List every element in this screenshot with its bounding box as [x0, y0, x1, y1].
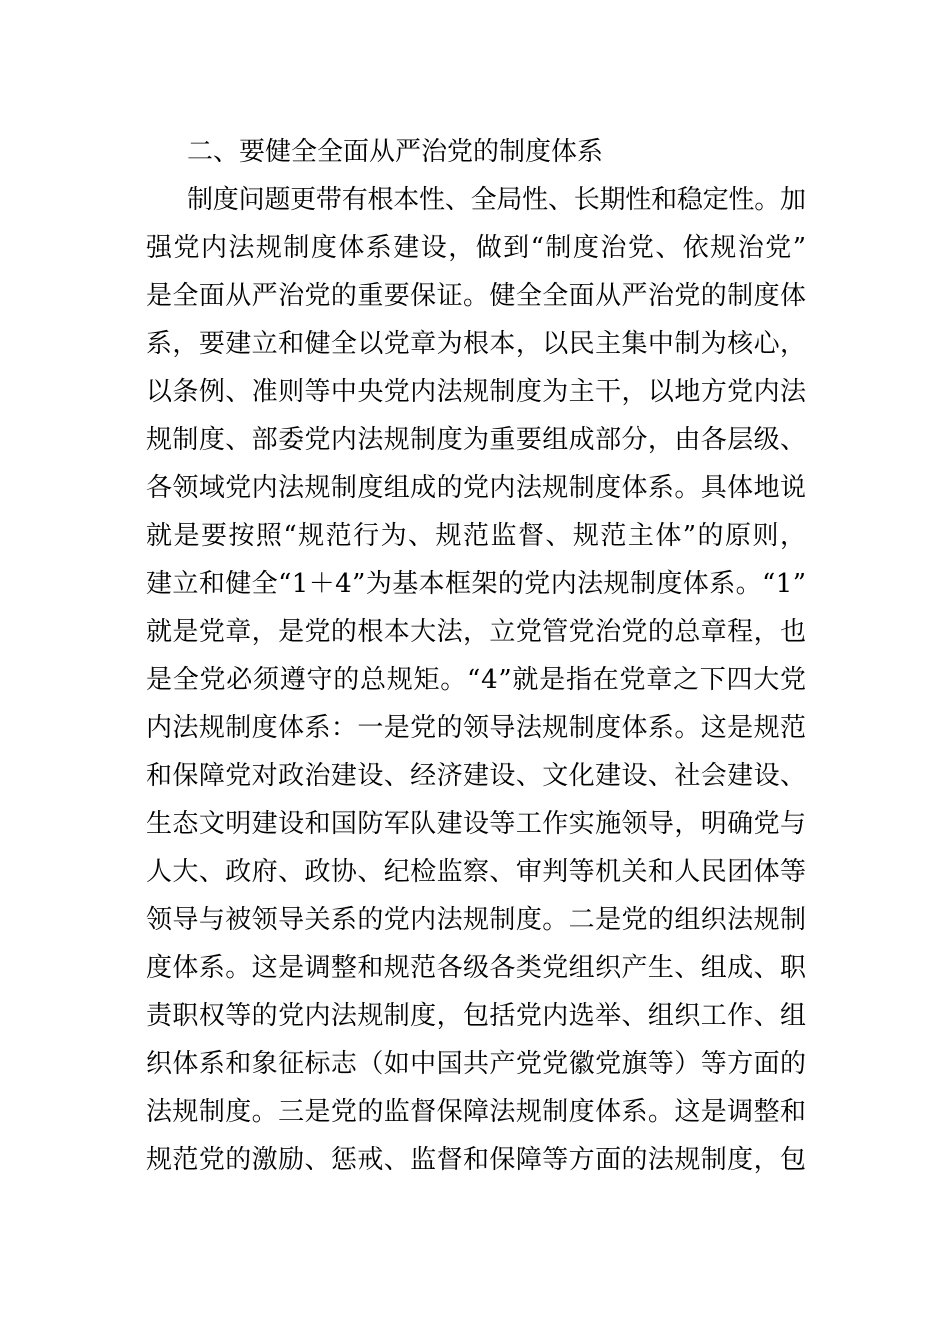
paragraph-line: 和保障党对政治建设、经济建设、文化建设、社会建设、 [146, 761, 807, 791]
paragraph-line: 制度问题更带有根本性、全局性、长期性和稳定性。加 [187, 185, 806, 215]
paragraph-line: 内法规制度体系：一是党的领导法规制度体系。这是规范 [146, 713, 807, 743]
paragraph-line: 责职权等的党内法规制度，包括党内选举、组织工作、组 [146, 1001, 807, 1031]
paragraph-line: 规制度、部委党内法规制度为重要组成部分，由各层级、 [146, 425, 807, 455]
paragraph-line: 建立和健全“1＋4”为基本框架的党内法规制度体系。“1” [146, 569, 807, 599]
body-paragraph [146, 176, 806, 1184]
paragraph-line: 就是党章，是党的根本大法，立党管党治党的总章程，也 [146, 617, 807, 647]
paragraph-line: 人大、政府、政协、纪检监察、审判等机关和人民团体等 [146, 857, 807, 887]
paragraph-line: 法规制度。三是党的监督保障法规制度体系。这是调整和 [146, 1097, 807, 1127]
paragraph-line: 强党内法规制度体系建设，做到“制度治党、依规治党” [146, 233, 808, 263]
paragraph-line: 各领域党内法规制度组成的党内法规制度体系。具体地说 [146, 473, 807, 503]
paragraph-line: 领导与被领导关系的党内法规制度。二是党的组织法规制 [146, 905, 807, 935]
paragraph-line: 织体系和象征标志（如中国共产党党徽党旗等）等方面的 [146, 1049, 807, 1079]
paragraph-line: 以条例、准则等中央党内法规制度为主干，以地方党内法 [146, 377, 807, 407]
paragraph-line: 生态文明建设和国防军队建设等工作实施领导，明确党与 [146, 809, 807, 839]
paragraph-line: 是全面从严治党的重要保证。健全全面从严治党的制度体 [146, 281, 807, 311]
paragraph-line: 规范党的激励、惩戒、监督和保障等方面的法规制度，包 [146, 1145, 807, 1175]
paragraph-line: 是全党必须遵守的总规矩。“4”就是指在党章之下四大党 [146, 665, 807, 695]
paragraph-line: 度体系。这是调整和规范各级各类党组织产生、组成、职 [146, 953, 807, 983]
paragraph-line: 系，要建立和健全以党章为根本，以民主集中制为核心， [146, 329, 807, 359]
paragraph-line: 就是要按照“规范行为、规范监督、规范主体”的原则， [146, 521, 808, 551]
section-heading: 二、要健全全面从严治党的制度体系 [187, 137, 604, 167]
